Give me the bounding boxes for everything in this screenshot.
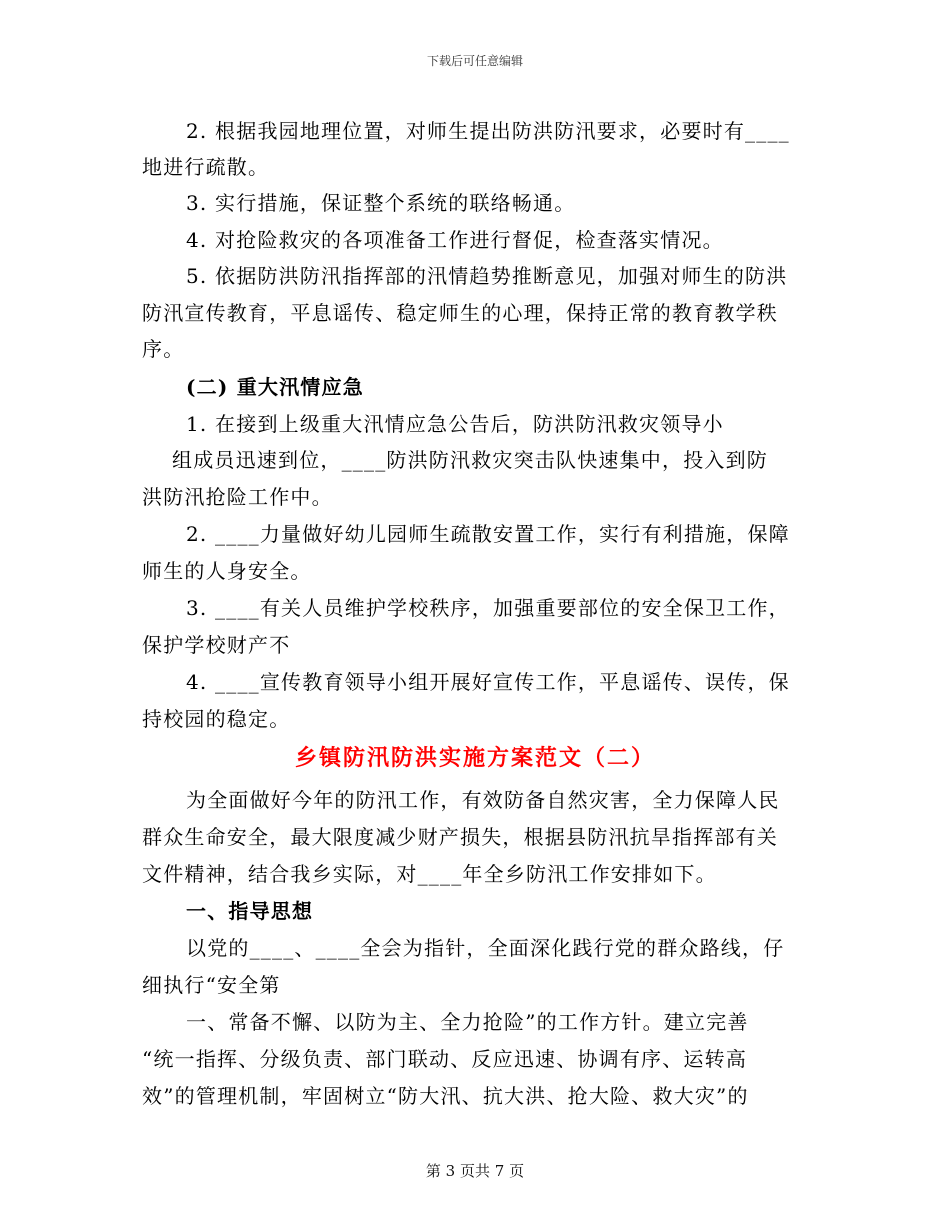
paragraph-line: 3. 实行措施，保证整个系统的联络畅通。 xyxy=(186,191,576,215)
paragraph-line: 以党的____、____全会为指针，全面深化践行党的群众路线，仔 xyxy=(186,936,785,960)
paragraph-line: 2. 根据我园地理位置，对师生提出防洪防汛要求，必要时有____ xyxy=(186,119,790,143)
paragraph-line: 4. ____宣传教育领导小组开展好宣传工作，平息谣传、误传，保 xyxy=(186,670,790,694)
paragraph-line: 5. 依据防洪防汛指挥部的汛情趋势推断意见，加强对师生的防洪 xyxy=(186,264,788,288)
paragraph-line: 保护学校财产不 xyxy=(142,633,291,657)
paragraph-line: 1. 在接到上级重大汛情应急公告后，防洪防汛救灾领导小 xyxy=(186,412,724,436)
paragraph-line: 3. ____有关人员维护学校秩序，加强重要部位的安全保卫工作， xyxy=(186,596,790,620)
paragraph-line: 群众生命安全，最大限度减少财产损失，根据县防汛抗旱指挥部有关 xyxy=(142,825,778,849)
paragraph-line: 洪防汛抢险工作中。 xyxy=(142,485,333,509)
paragraph-line: 效”的管理机制，牢固树立“防大汛、抗大洪、抢大险、救大灾”的 xyxy=(142,1084,749,1108)
paragraph-line: 文件精神，结合我乡实际，对____年全乡防汛工作安排如下。 xyxy=(142,862,717,886)
paragraph-line: 组成员迅速到位，____防洪防汛救灾突击队快速集中，投入到防 xyxy=(172,448,768,472)
paragraph-line: 2. ____力量做好幼儿园师生疏散安置工作，实行有利措施，保障 xyxy=(186,522,790,546)
paragraph-line: 持校园的稳定。 xyxy=(142,707,291,731)
paragraph-line: 师生的人身安全。 xyxy=(142,559,312,583)
document-title: 乡镇防汛防洪实施方案范文（二） xyxy=(294,745,655,771)
paragraph-line: 细执行“安全第 xyxy=(142,973,281,997)
paragraph-line: 防汛宣传教育，平息谣传、稳定师生的心理，保持正常的教育教学秩 xyxy=(142,301,778,325)
paragraph-line: 序。 xyxy=(142,337,185,361)
section-heading: (二) 重大汛情应急 xyxy=(186,375,364,399)
paragraph-line: 地进行疏散。 xyxy=(142,155,270,179)
paragraph-line: “统一指挥、分级负责、部门联动、反应迅速、协调有序、运转高 xyxy=(142,1047,748,1071)
section-heading: 一、指导思想 xyxy=(186,899,314,923)
page-footer: 第 3 页共 7 页 xyxy=(425,1162,525,1180)
paragraph-line: 为全面做好今年的防汛工作，有效防备自然灾害，全力保障人民 xyxy=(186,788,780,812)
paragraph-line: 一、常备不懈、以防为主、全力抢险”的工作方针。建立完善 xyxy=(186,1010,749,1034)
page-header: 下载后可任意编辑 xyxy=(426,54,523,68)
paragraph-line: 4. 对抢险救灾的各项准备工作进行督促，检查落实情况。 xyxy=(186,228,724,252)
